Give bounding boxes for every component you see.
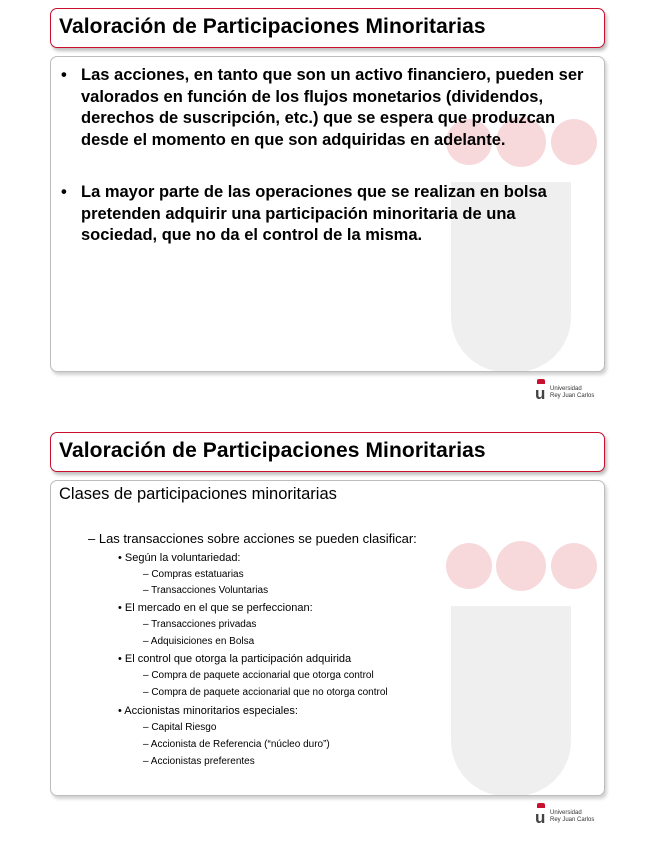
logo-line-2: Rey Juan Carlos [550, 393, 595, 399]
bullet-mark: • [61, 66, 67, 84]
bullet-text: La mayor parte de las operaciones que se realizan en bolsa pretenden adquirir una participación minoritaria de una sociedad, que no da el control de la misma. [81, 183, 547, 244]
slide-2 [0, 424, 655, 848]
group-item: – Accionistas preferentes [143, 756, 255, 767]
slide-2-body [50, 480, 605, 796]
group-label: • El mercado en el que se perfeccionan: [118, 602, 313, 614]
slide-2-title-box [50, 432, 605, 472]
group-item: – Transacciones Voluntarias [143, 585, 269, 596]
logo-u-icon: u [535, 384, 546, 403]
group-item: – Compra de paquete accionarial que no otorga control [143, 687, 388, 698]
intro-line: – Las transacciones sobre acciones se pueden clasificar: [88, 531, 417, 546]
group-label: • Accionistas minoritarios especiales: [118, 705, 298, 717]
logo-line-1: Universidad [550, 810, 582, 816]
urjc-logo [535, 806, 605, 826]
urjc-logo [535, 382, 605, 402]
slide-1-body [50, 56, 605, 372]
group-item: – Accionista de Referencia (“núcleo duro”) [143, 739, 330, 750]
group-item: – Adquisiciones en Bolsa [143, 636, 255, 647]
slide-1-title: Valoración de Participaciones Minoritarias [59, 15, 486, 38]
group-label: • El control que otorga la participación adquirida [118, 653, 352, 665]
slide-2-title: Valoración de Participaciones Minoritarias [59, 439, 486, 462]
slide-1-title-box [50, 8, 605, 48]
logo-line-2: Rey Juan Carlos [550, 817, 595, 823]
group-label: • Según la voluntariedad: [118, 552, 241, 564]
bullet-mark: • [61, 183, 67, 201]
bullet-item [61, 182, 591, 247]
logo-u-icon: u [535, 808, 546, 827]
group-item: – Compras estatuarias [143, 569, 244, 580]
logo-line-1: Universidad [550, 386, 582, 392]
slide-2-subtitle: Clases de participaciones minoritarias [59, 485, 337, 503]
bullet-text: Las acciones, en tanto que son un activo financiero, pueden ser valorados en función de los flujos monetarios (dividendos, derechos de suscripción, etc.) que se espera que produzcan desde el momento en que son adquiridas en adelante. [81, 66, 584, 149]
group-item: – Compra de paquete accionarial que otorga control [143, 670, 374, 681]
group-item: – Capital Riesgo [143, 722, 217, 733]
bullet-item [61, 65, 591, 151]
group-item: – Transacciones privadas [143, 619, 257, 630]
